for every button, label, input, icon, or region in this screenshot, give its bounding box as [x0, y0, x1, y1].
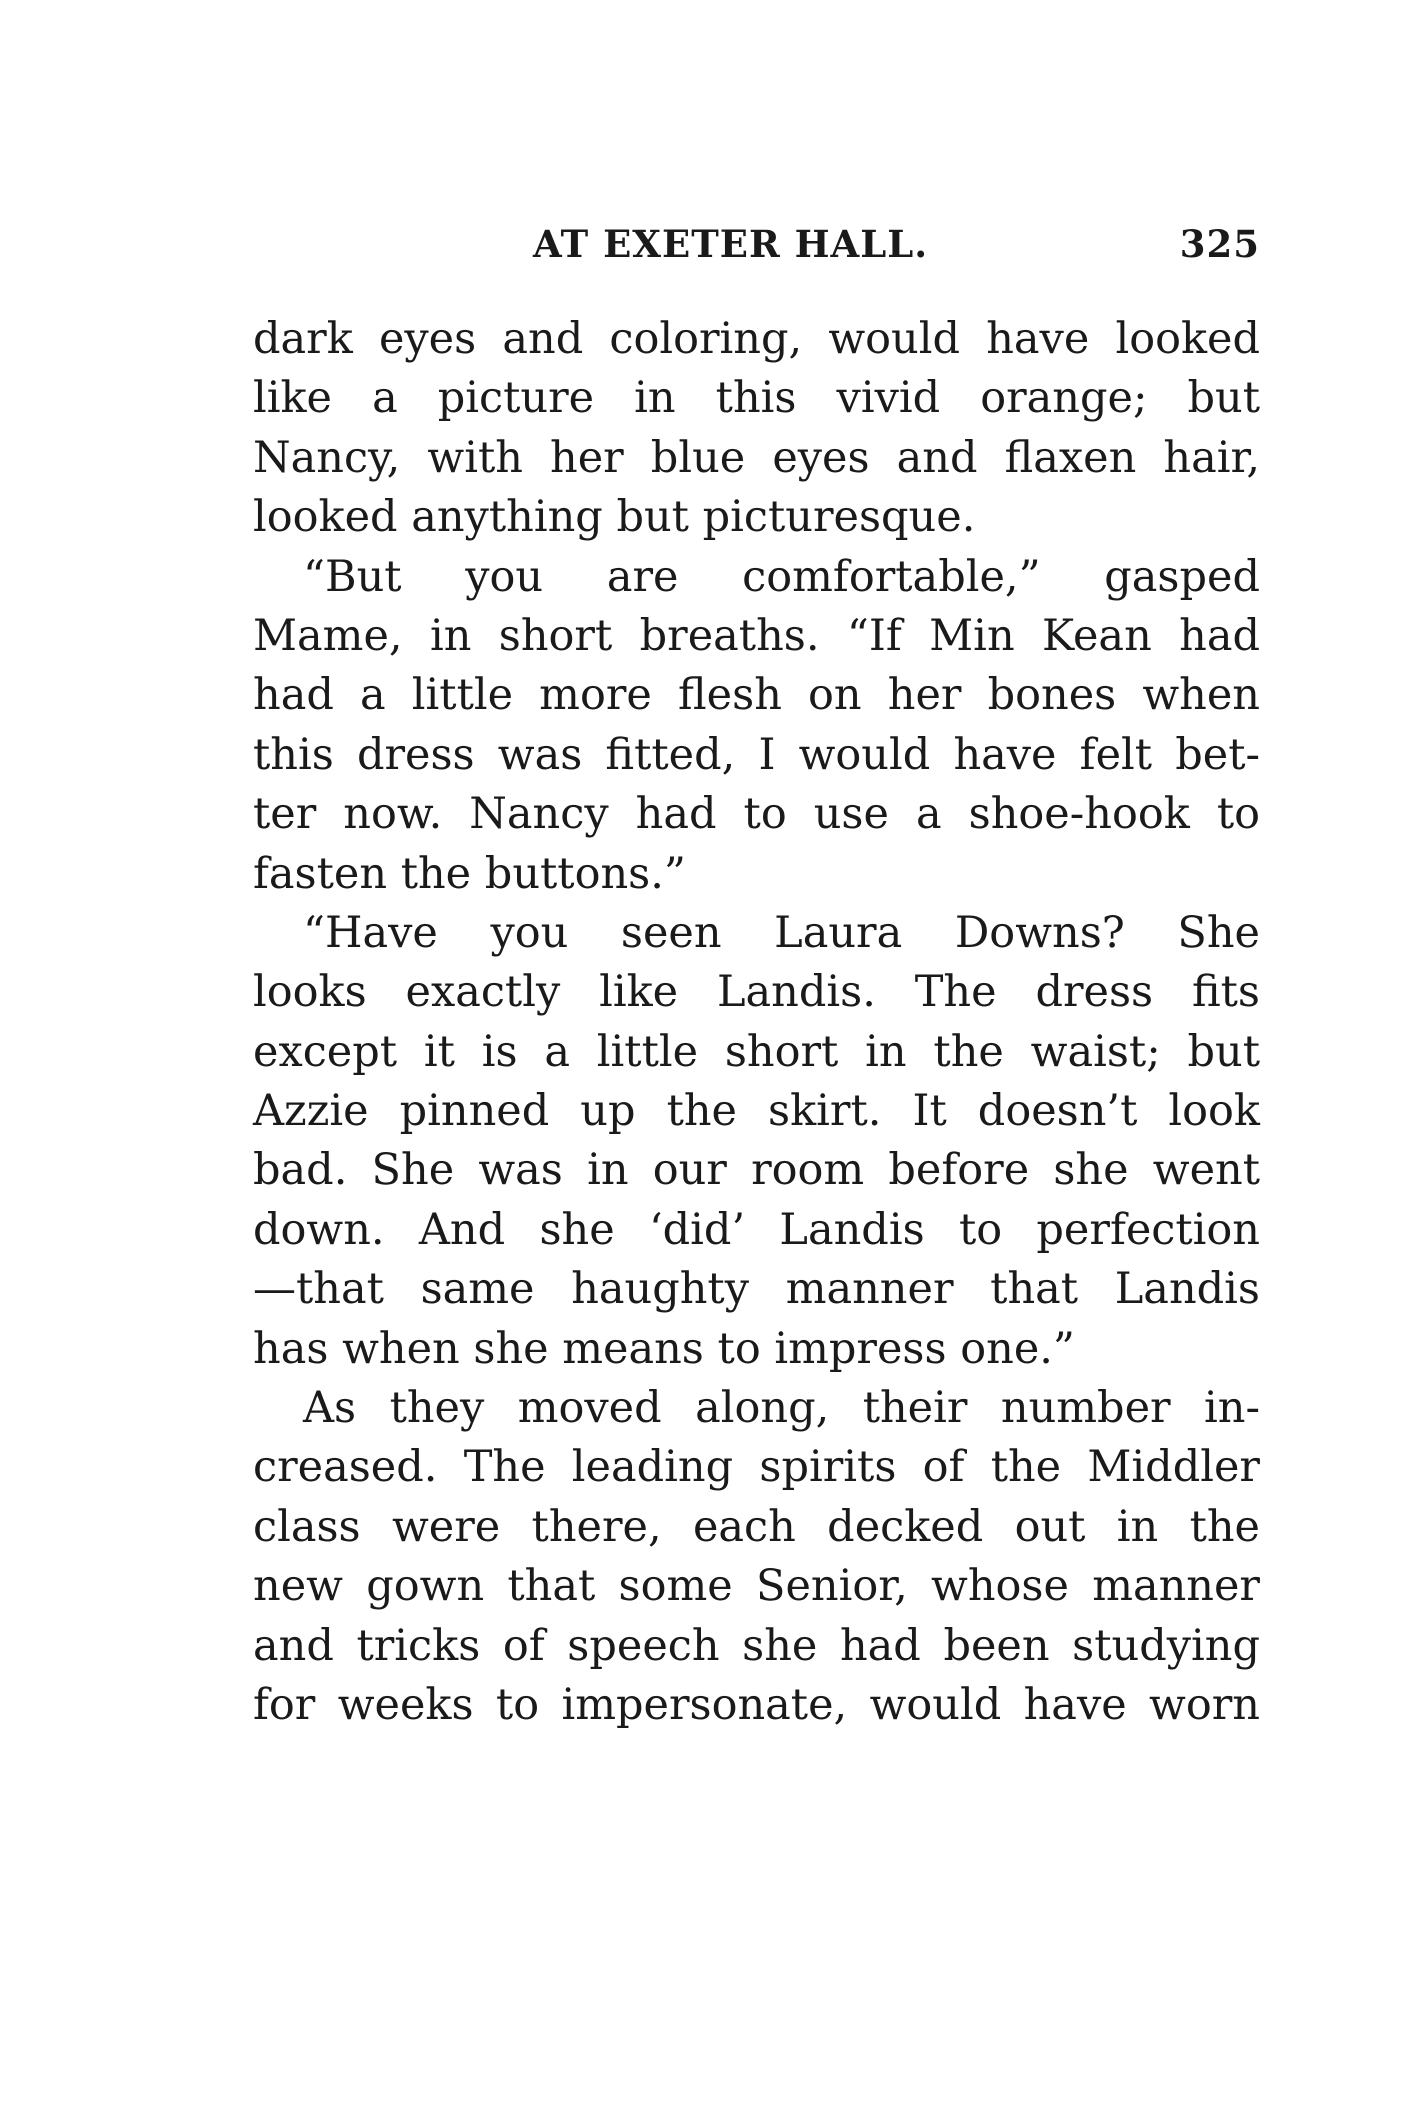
page-number: 325: [1179, 222, 1260, 266]
text-line: —that same haughty manner that Landis: [253, 1264, 1260, 1315]
text-line: fasten the buttons.”: [253, 848, 686, 899]
text-line: dark eyes and coloring, would have looked: [253, 314, 1260, 364]
text-line: ter now. Nancy had to use a shoe-hook to: [253, 789, 1260, 840]
text-line: down. And she ‘did’ Landis to perfection: [253, 1204, 1260, 1255]
text-line: class were there, each decked out in the: [253, 1501, 1260, 1552]
text-line: except it is a little short in the waist; but: [253, 1026, 1260, 1077]
text-line: Mame, in short breaths. “If Min Kean had: [253, 610, 1260, 661]
text-line: “But you are comfortable,” gasped: [303, 551, 1260, 602]
body-text: [253, 310, 1260, 1735]
text-line: “Have you seen Laura Downs? She: [303, 907, 1260, 958]
text-line: like a picture in this vivid orange; but: [253, 373, 1260, 424]
text-line: looks exactly like Landis. The dress fits: [253, 967, 1260, 1018]
text-line: had a little more flesh on her bones when: [253, 670, 1260, 721]
text-line: has when she means to impress one.”: [253, 1323, 1075, 1374]
text-line: and tricks of speech she had been studying: [253, 1620, 1260, 1671]
text-line: Azzie pinned up the skirt. It doesn’t look: [253, 1086, 1260, 1137]
text-line: bad. She was in our room before she went: [253, 1145, 1260, 1196]
text-line: Nancy, with her blue eyes and flaxen hair,: [253, 432, 1260, 483]
text-line: new gown that some Senior, whose manner: [253, 1561, 1260, 1612]
running-head: [253, 222, 1260, 282]
text-line: creased. The leading spirits of the Middler: [253, 1442, 1260, 1493]
text-line: As they moved along, their number in-: [303, 1383, 1260, 1434]
running-title: AT EXETER HALL.: [533, 222, 929, 266]
text-line: for weeks to impersonate, would have worn: [253, 1679, 1260, 1730]
text-line: looked anything but picturesque.: [253, 492, 976, 543]
text-line: this dress was fitted, I would have felt bet-: [253, 729, 1260, 780]
